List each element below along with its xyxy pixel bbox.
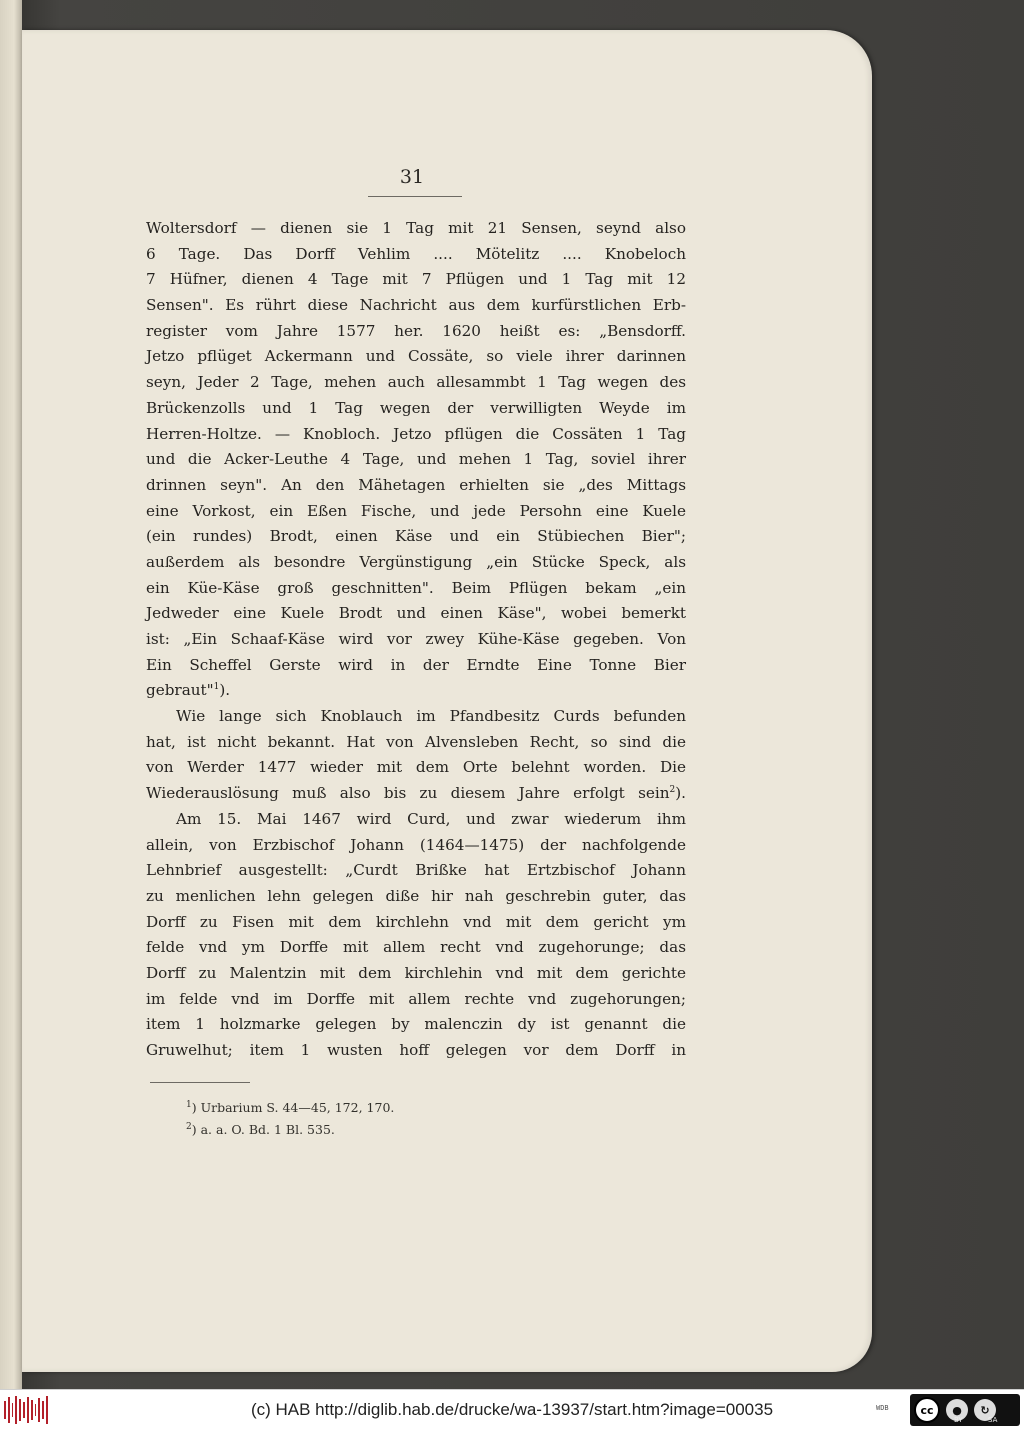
- text-line-content: und die Acker-Leuthe 4 Tage, und mehen 1 Tag, soviel ihrer: [146, 450, 686, 469]
- text-line: [146, 370, 686, 396]
- text-line-tail: ).: [219, 681, 231, 700]
- cc-license-badge[interactable]: [910, 1394, 1020, 1426]
- footnote: [186, 1119, 394, 1141]
- text-line: [146, 858, 686, 884]
- text-line-content: register vom Jahre 1577 her. 1620 heißt es: „Bensdorff.: [146, 321, 686, 340]
- text-line: [146, 781, 686, 807]
- wdb-label: WDB: [876, 1404, 889, 1412]
- text-line-content: seyn, Jeder 2 Tage, mehen auch allesammbt 1 Tag wegen des: [146, 373, 686, 392]
- footnote-mark: 1: [186, 1099, 192, 1110]
- page-number: 31: [399, 166, 425, 188]
- text-line-content: von Werder 1477 wieder mit dem Orte belehnt worden. Die: [146, 758, 686, 777]
- body-text: [146, 216, 686, 1064]
- text-line-content: Jedweder eine Kuele Brodt und einen Käse", wobei bemerkt: [146, 604, 686, 623]
- footnote-paren: ): [191, 1122, 201, 1137]
- text-line-content: ist: „Ein Schaaf-Käse wird vor zwey Kühe-Käse gegeben. Von: [146, 630, 686, 648]
- share-alike-icon: ↻: [974, 1399, 996, 1421]
- footnote-text: a. a. O. Bd. 1 Bl. 535.: [200, 1122, 335, 1137]
- text-line: [146, 344, 686, 370]
- text-line: [146, 396, 686, 422]
- text-line: [146, 961, 686, 987]
- text-line: [146, 935, 686, 961]
- text-line-content: ein Küe-Käse groß geschnitten". Beim Pflügen bekam „ein: [146, 578, 686, 597]
- page-number-rule: [368, 196, 462, 197]
- text-line-content: drinnen seyn". An den Mähetagen erhielten sie „des Mittags: [146, 475, 686, 494]
- footnote-text: Urbarium S. 44—45, 172, 170.: [200, 1100, 395, 1115]
- text-line-content: 7 Hüfner, dienen 4 Tage mit 7 Pflügen und 1 Tag mit 12: [146, 270, 686, 289]
- text-line: [146, 422, 686, 448]
- text-line-content: allein, von Erzbischof Johann (1464—1475) der nachfolgende: [146, 835, 686, 854]
- text-line: [146, 524, 686, 550]
- text-line-content: eine Vorkost, ein Eßen Fische, und jede Persohn eine Kuele: [146, 501, 686, 520]
- text-line-content: Dorff zu Fisen mit dem kirchlehn vnd mit dem gericht ym: [146, 912, 686, 931]
- text-line: [146, 884, 686, 910]
- text-line: [146, 653, 686, 679]
- text-line-content: (ein rundes) Brodt, einen Käse und ein Stübiechen Bier";: [146, 527, 686, 546]
- text-line: [146, 627, 686, 653]
- text-line: [146, 447, 686, 473]
- by-person-icon: ●: [946, 1399, 968, 1421]
- text-line-content: außerdem als besondre Vergünstigung „ein Stücke Speck, als: [146, 552, 686, 571]
- footnote-rule: [150, 1082, 250, 1083]
- copyright-link[interactable]: (c) HAB http://diglib.hab.de/drucke/wa-13937/start.htm?image=00035: [250, 1400, 774, 1419]
- text-line-content: gebraut": [146, 681, 214, 700]
- footnote: [186, 1097, 394, 1119]
- text-line-content: item 1 holzmarke gelegen by malenczin dy ist genannt die: [146, 1015, 686, 1034]
- cc-icon: cc: [914, 1397, 940, 1423]
- footnote-mark: 2: [186, 1121, 192, 1132]
- text-line: [146, 833, 686, 859]
- text-line-content: Dorff zu Malentzin mit dem kirchlehin vnd mit dem gerichte: [146, 963, 686, 982]
- text-line: [146, 499, 686, 525]
- text-line: [146, 730, 686, 756]
- text-line: [146, 267, 686, 293]
- footnotes: [186, 1097, 394, 1141]
- text-line: [146, 987, 686, 1013]
- text-line: [146, 293, 686, 319]
- by-label: BY: [954, 1416, 963, 1424]
- text-line-content: Wiederauslösung muß also bis zu diesem Jahre erfolgt sein: [146, 784, 670, 803]
- text-line: [146, 576, 686, 602]
- text-line-content: hat, ist nicht bekannt. Hat von Alvensleben Recht, so sind die: [146, 732, 686, 751]
- text-line-content: Ein Scheffel Gerste wird in der Erndte Eine Tonne Bier: [146, 655, 686, 674]
- text-line-content: Brückenzolls und 1 Tag wegen der verwilligten Weyde im: [146, 398, 686, 417]
- left-page-edge: [0, 0, 22, 1389]
- text-line-content: Gruwelhut; item 1 wusten hoff gelegen vor dem Dorff in: [146, 1041, 686, 1059]
- text-line: [146, 910, 686, 936]
- text-line-content: felde vnd ym Dorffe mit allem recht vnd zugehorunge; das: [146, 938, 686, 957]
- text-line: [146, 319, 686, 345]
- text-line: [146, 216, 686, 242]
- sa-label: SA: [988, 1416, 998, 1424]
- text-line: [146, 550, 686, 576]
- text-line: [146, 755, 686, 781]
- text-line-content: zu menlichen lehn gelegen diße hir nah geschrebin guter, das: [146, 886, 686, 905]
- text-line-content: im felde vnd im Dorffe mit allem rechte vnd zugehorungen;: [146, 989, 686, 1008]
- text-line: [146, 704, 686, 730]
- text-line: [146, 601, 686, 627]
- text-line: [146, 678, 686, 704]
- text-line: [146, 1038, 686, 1064]
- text-line: [146, 807, 686, 833]
- footnote-paren: ): [191, 1100, 201, 1115]
- text-line-content: Herren-Holtze. — Knobloch. Jetzo pflügen die Cossäten 1 Tag: [146, 424, 686, 443]
- text-line-content: Lehnbrief ausgestellt: „Curdt Brißke hat Ertzbischof Johann: [146, 861, 686, 880]
- text-line-content: Wie lange sich Knoblauch im Pfandbesitz Curds befunden: [176, 707, 686, 726]
- text-line-content: Sensen". Es rührt diese Nachricht aus dem kurfürstlichen Erb-: [146, 296, 686, 315]
- text-line-content: Woltersdorf — dienen sie 1 Tag mit 21 Sensen, seynd also: [146, 219, 686, 237]
- footnote-ref: 2: [669, 785, 676, 796]
- text-line: [146, 1012, 686, 1038]
- text-line: [146, 473, 686, 499]
- footnote-ref: 1: [213, 682, 220, 693]
- text-line-tail: ).: [675, 784, 686, 803]
- text-line-content: 6 Tage. Das Dorff Vehlim .... Mötelitz .... Knobeloch: [146, 244, 686, 263]
- text-line-content: Jetzo pflüget Ackermann und Cossäte, so viele ihrer darinnen: [146, 347, 686, 366]
- text-line: [146, 242, 686, 268]
- text-line-content: Am 15. Mai 1467 wird Curd, und zwar wiederum ihm: [176, 809, 686, 828]
- footer-bar: [0, 1389, 1024, 1430]
